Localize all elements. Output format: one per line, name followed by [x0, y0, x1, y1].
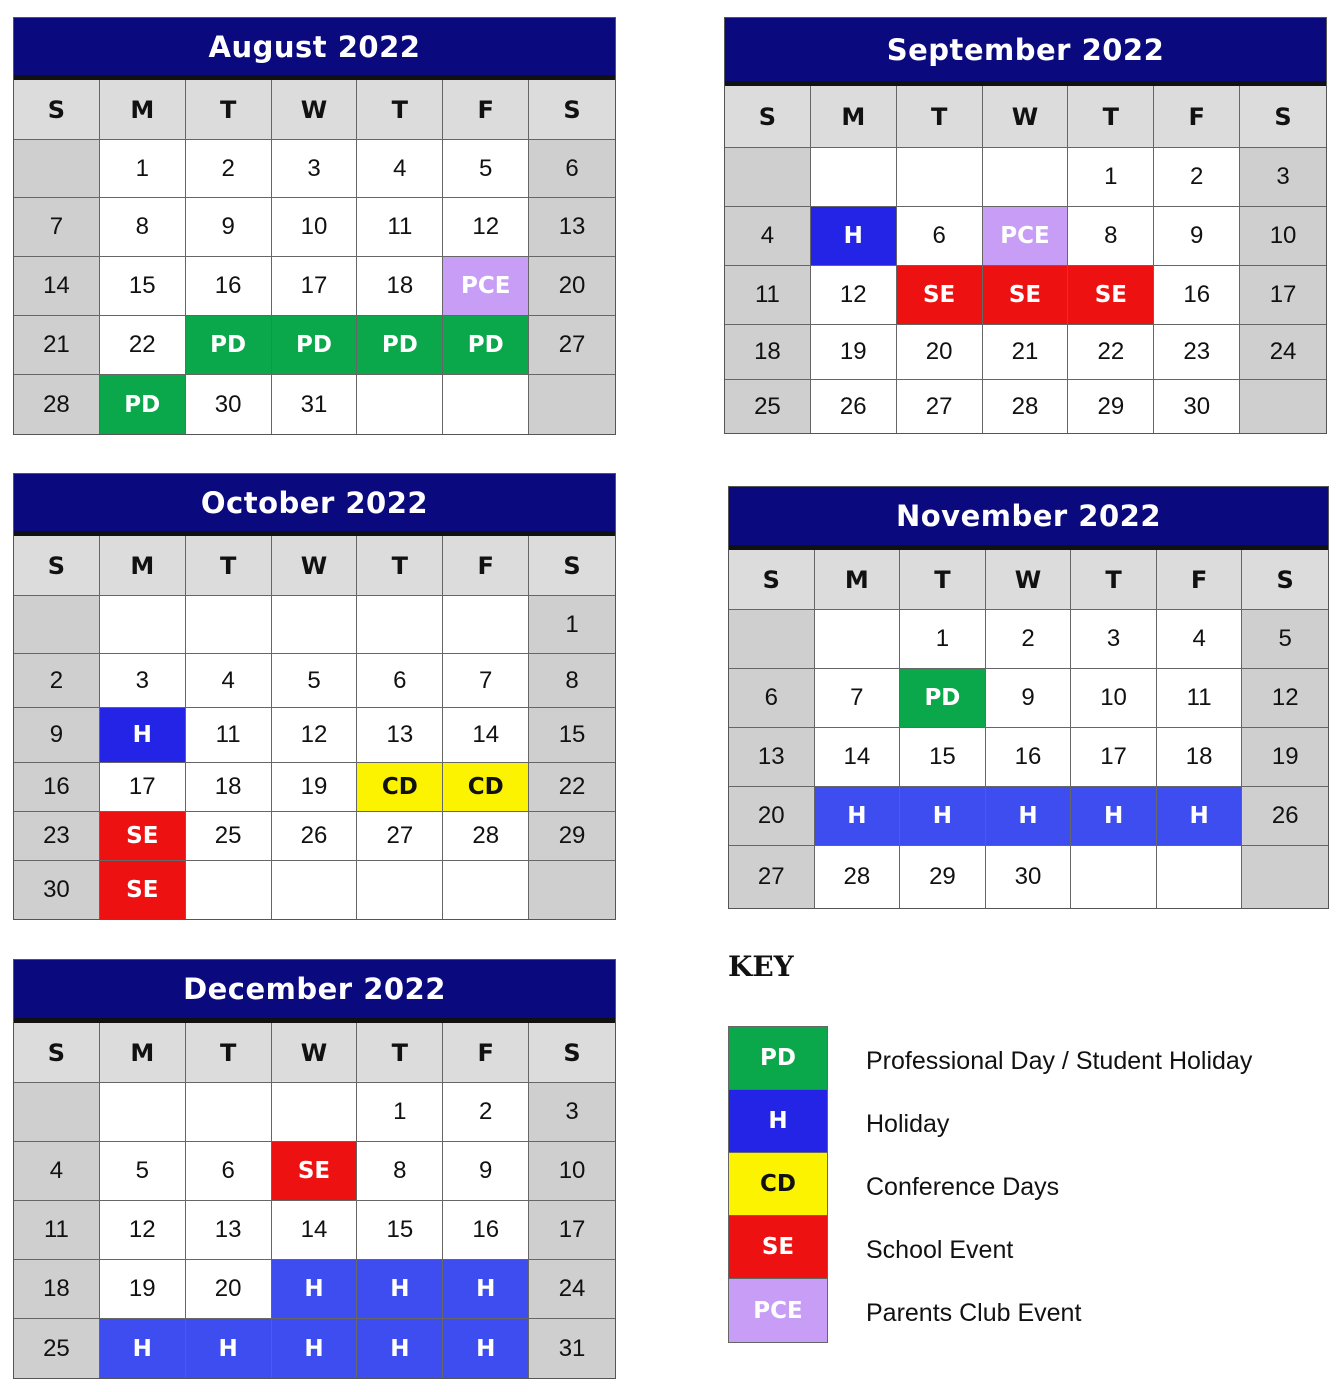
- weekday-header: F: [1157, 550, 1243, 610]
- day-cell: 29: [900, 846, 986, 908]
- weekday-header: F: [443, 80, 529, 140]
- weekday-header: S: [529, 1023, 615, 1083]
- empty-day-cell: [897, 148, 983, 207]
- weekday-header: T: [900, 550, 986, 610]
- day-cell-h: H: [100, 1319, 186, 1378]
- empty-day-cell: [14, 140, 100, 198]
- day-cell: 12: [443, 198, 529, 257]
- empty-day-cell: [100, 1083, 186, 1142]
- day-cell: 14: [815, 728, 901, 787]
- weekend-day-cell: 30: [14, 861, 100, 919]
- day-cell: 2: [443, 1083, 529, 1142]
- key-label-se: School Event: [866, 1236, 1014, 1264]
- empty-day-cell: [14, 596, 100, 654]
- weekend-day-cell: 28: [14, 375, 100, 434]
- weekday-header: S: [529, 536, 615, 596]
- day-cell: 1: [1068, 148, 1154, 207]
- day-cell: 5: [272, 654, 358, 708]
- weekday-header: T: [186, 536, 272, 596]
- weekend-day-cell: 9: [14, 708, 100, 763]
- day-cell: 5: [443, 140, 529, 198]
- day-cell: 4: [186, 654, 272, 708]
- key-label-cd: Conference Days: [866, 1173, 1060, 1201]
- weekend-day-cell: 25: [725, 380, 811, 433]
- empty-day-cell: [186, 596, 272, 654]
- day-cell-h: H: [986, 787, 1072, 846]
- weekday-header: T: [897, 86, 983, 148]
- key-swatch-cd: CD: [729, 1153, 827, 1216]
- weekend-day-cell: 19: [1242, 728, 1328, 787]
- weekday-header: S: [729, 550, 815, 610]
- empty-day-cell: [1240, 380, 1326, 433]
- day-cell: 19: [811, 325, 897, 380]
- weekend-day-cell: 11: [725, 266, 811, 325]
- weekend-day-cell: 13: [529, 198, 615, 257]
- empty-day-cell: [1157, 846, 1243, 908]
- day-cell: 1: [357, 1083, 443, 1142]
- empty-day-cell: [443, 596, 529, 654]
- weekend-day-cell: 24: [1240, 325, 1326, 380]
- day-cell: 7: [815, 669, 901, 728]
- weekend-day-cell: 13: [729, 728, 815, 787]
- day-cell: 2: [186, 140, 272, 198]
- day-cell: 16: [1154, 266, 1240, 325]
- day-cell: 15: [900, 728, 986, 787]
- day-cell: 17: [272, 257, 358, 316]
- key-label-h: Holiday: [866, 1110, 950, 1138]
- weekend-day-cell: 29: [529, 812, 615, 861]
- weekend-day-cell: 17: [1240, 266, 1326, 325]
- calendar-title: November 2022: [729, 487, 1328, 550]
- empty-day-cell: [1242, 846, 1328, 908]
- empty-day-cell: [811, 148, 897, 207]
- weekday-header: M: [100, 536, 186, 596]
- day-cell: 14: [443, 708, 529, 763]
- day-cell-se: SE: [897, 266, 983, 325]
- weekday-header: T: [186, 80, 272, 140]
- weekday-header: W: [983, 86, 1069, 148]
- weekday-header: M: [100, 80, 186, 140]
- day-cell: 9: [443, 1142, 529, 1201]
- day-cell-pce: PCE: [443, 257, 529, 316]
- day-cell-h: H: [357, 1319, 443, 1378]
- empty-day-cell: [186, 1083, 272, 1142]
- day-cell-se: SE: [272, 1142, 358, 1201]
- weekend-day-cell: 1: [529, 596, 615, 654]
- weekend-day-cell: 22: [529, 763, 615, 812]
- day-cell: 1: [100, 140, 186, 198]
- day-cell: 11: [1157, 669, 1243, 728]
- key-label-pce: Parents Club Event: [866, 1299, 1082, 1327]
- day-cell: 16: [443, 1201, 529, 1260]
- day-cell: 9: [1154, 207, 1240, 266]
- day-cell: 25: [186, 812, 272, 861]
- day-cell-h: H: [272, 1319, 358, 1378]
- day-cell-cd: CD: [443, 763, 529, 812]
- day-cell: 20: [897, 325, 983, 380]
- calendar-october: [13, 473, 616, 920]
- day-cell: 12: [272, 708, 358, 763]
- weekday-header: M: [100, 1023, 186, 1083]
- weekend-day-cell: 27: [529, 316, 615, 375]
- day-cell: 23: [1154, 325, 1240, 380]
- day-cell: 12: [100, 1201, 186, 1260]
- empty-day-cell: [815, 610, 901, 669]
- day-cell: 11: [186, 708, 272, 763]
- weekend-day-cell: 20: [529, 257, 615, 316]
- day-cell-h: H: [186, 1319, 272, 1378]
- day-cell: 20: [186, 1260, 272, 1319]
- day-cell: 16: [986, 728, 1072, 787]
- key-swatch-h: H: [729, 1090, 827, 1153]
- empty-day-cell: [357, 596, 443, 654]
- weekday-header: W: [272, 536, 358, 596]
- weekday-header: M: [811, 86, 897, 148]
- day-cell: 2: [1154, 148, 1240, 207]
- day-cell-pd: PD: [100, 375, 186, 434]
- key-label-pd: Professional Day / Student Holiday: [866, 1047, 1253, 1075]
- empty-day-cell: [443, 861, 529, 919]
- empty-day-cell: [729, 610, 815, 669]
- weekday-header: S: [725, 86, 811, 148]
- day-cell: 7: [443, 654, 529, 708]
- weekday-header: W: [986, 550, 1072, 610]
- day-cell-cd: CD: [357, 763, 443, 812]
- weekend-day-cell: 4: [14, 1142, 100, 1201]
- day-cell: 19: [100, 1260, 186, 1319]
- weekday-header: W: [272, 1023, 358, 1083]
- weekend-day-cell: 25: [14, 1319, 100, 1378]
- day-cell: 15: [100, 257, 186, 316]
- day-cell-h: H: [811, 207, 897, 266]
- day-cell: 18: [1157, 728, 1243, 787]
- empty-day-cell: [272, 861, 358, 919]
- day-cell-pce: PCE: [983, 207, 1069, 266]
- day-cell: 26: [811, 380, 897, 433]
- weekday-header: M: [815, 550, 901, 610]
- empty-day-cell: [983, 148, 1069, 207]
- day-cell-h: H: [272, 1260, 358, 1319]
- weekend-day-cell: 6: [529, 140, 615, 198]
- calendar-title: December 2022: [14, 960, 615, 1023]
- day-cell: 4: [1157, 610, 1243, 669]
- day-cell-h: H: [443, 1260, 529, 1319]
- weekend-day-cell: 21: [14, 316, 100, 375]
- weekday-header: S: [14, 1023, 100, 1083]
- key-swatch-pd: PD: [729, 1027, 827, 1090]
- day-cell: 3: [1071, 610, 1157, 669]
- weekend-day-cell: 16: [14, 763, 100, 812]
- calendar-november: [728, 486, 1329, 909]
- calendar-december: [13, 959, 616, 1379]
- day-cell: 29: [1068, 380, 1154, 433]
- day-cell-se: SE: [983, 266, 1069, 325]
- calendar-title: September 2022: [725, 18, 1326, 86]
- weekend-day-cell: 24: [529, 1260, 615, 1319]
- day-cell: 18: [357, 257, 443, 316]
- day-cell-se: SE: [100, 861, 186, 919]
- day-cell: 14: [272, 1201, 358, 1260]
- day-cell: 1: [900, 610, 986, 669]
- day-cell-h: H: [443, 1319, 529, 1378]
- day-cell: 17: [100, 763, 186, 812]
- day-cell: 8: [357, 1142, 443, 1201]
- weekend-day-cell: 31: [529, 1319, 615, 1378]
- calendar-title: October 2022: [14, 474, 615, 536]
- weekend-day-cell: 12: [1242, 669, 1328, 728]
- day-cell: 9: [186, 198, 272, 257]
- day-cell: 22: [100, 316, 186, 375]
- weekend-day-cell: 3: [1240, 148, 1326, 207]
- calendar-title: August 2022: [14, 18, 615, 80]
- day-cell: 30: [1154, 380, 1240, 433]
- day-cell: 8: [1068, 207, 1154, 266]
- weekend-day-cell: 4: [725, 207, 811, 266]
- day-cell: 27: [357, 812, 443, 861]
- day-cell: 15: [357, 1201, 443, 1260]
- day-cell: 9: [986, 669, 1072, 728]
- weekday-header: T: [357, 1023, 443, 1083]
- day-cell: 28: [443, 812, 529, 861]
- day-cell: 10: [272, 198, 358, 257]
- empty-day-cell: [357, 861, 443, 919]
- weekday-header: S: [1242, 550, 1328, 610]
- empty-day-cell: [14, 1083, 100, 1142]
- day-cell: 5: [100, 1142, 186, 1201]
- key-swatch-pce: PCE: [729, 1279, 827, 1342]
- day-cell: 17: [1071, 728, 1157, 787]
- day-cell: 6: [357, 654, 443, 708]
- weekday-header: T: [357, 536, 443, 596]
- day-cell: 6: [186, 1142, 272, 1201]
- day-cell: 3: [100, 654, 186, 708]
- calendar-september: [724, 17, 1327, 434]
- weekend-day-cell: 2: [14, 654, 100, 708]
- weekend-day-cell: 10: [529, 1142, 615, 1201]
- weekday-header: S: [529, 80, 615, 140]
- day-cell: 10: [1071, 669, 1157, 728]
- weekday-header: T: [1068, 86, 1154, 148]
- empty-day-cell: [725, 148, 811, 207]
- weekday-header: F: [443, 1023, 529, 1083]
- day-cell: 18: [186, 763, 272, 812]
- day-cell-h: H: [815, 787, 901, 846]
- weekend-day-cell: 15: [529, 708, 615, 763]
- calendar-august: [13, 17, 616, 435]
- day-cell-pd: PD: [443, 316, 529, 375]
- day-cell-h: H: [1157, 787, 1243, 846]
- day-cell-h: H: [100, 708, 186, 763]
- weekend-day-cell: 7: [14, 198, 100, 257]
- empty-day-cell: [1071, 846, 1157, 908]
- day-cell: 8: [100, 198, 186, 257]
- day-cell: 26: [272, 812, 358, 861]
- empty-day-cell: [443, 375, 529, 434]
- weekend-day-cell: 17: [529, 1201, 615, 1260]
- key-swatch-se: SE: [729, 1216, 827, 1279]
- weekday-header: T: [357, 80, 443, 140]
- day-cell-h: H: [1071, 787, 1157, 846]
- day-cell: 27: [897, 380, 983, 433]
- empty-day-cell: [529, 861, 615, 919]
- weekday-header: F: [1154, 86, 1240, 148]
- weekend-day-cell: 18: [14, 1260, 100, 1319]
- empty-day-cell: [100, 596, 186, 654]
- weekend-day-cell: 26: [1242, 787, 1328, 846]
- weekday-header: S: [14, 536, 100, 596]
- day-cell: 22: [1068, 325, 1154, 380]
- day-cell-h: H: [357, 1260, 443, 1319]
- empty-day-cell: [272, 596, 358, 654]
- weekday-header: F: [443, 536, 529, 596]
- empty-day-cell: [357, 375, 443, 434]
- day-cell: 28: [815, 846, 901, 908]
- day-cell: 30: [186, 375, 272, 434]
- key-swatches: [728, 1026, 828, 1343]
- weekday-header: W: [272, 80, 358, 140]
- weekend-day-cell: 14: [14, 257, 100, 316]
- day-cell: 4: [357, 140, 443, 198]
- weekday-header: S: [1240, 86, 1326, 148]
- day-cell-h: H: [900, 787, 986, 846]
- weekend-day-cell: 10: [1240, 207, 1326, 266]
- day-cell: 16: [186, 257, 272, 316]
- day-cell: 13: [186, 1201, 272, 1260]
- empty-day-cell: [529, 375, 615, 434]
- day-cell: 21: [983, 325, 1069, 380]
- empty-day-cell: [186, 861, 272, 919]
- day-cell: 19: [272, 763, 358, 812]
- weekend-day-cell: 20: [729, 787, 815, 846]
- weekend-day-cell: 18: [725, 325, 811, 380]
- weekday-header: T: [1071, 550, 1157, 610]
- weekend-day-cell: 23: [14, 812, 100, 861]
- day-cell-pd: PD: [357, 316, 443, 375]
- day-cell-pd: PD: [900, 669, 986, 728]
- day-cell: 11: [357, 198, 443, 257]
- day-cell: 31: [272, 375, 358, 434]
- day-cell-se: SE: [1068, 266, 1154, 325]
- day-cell: 28: [983, 380, 1069, 433]
- day-cell: 2: [986, 610, 1072, 669]
- day-cell: 30: [986, 846, 1072, 908]
- weekday-header: S: [14, 80, 100, 140]
- weekend-day-cell: 6: [729, 669, 815, 728]
- day-cell-se: SE: [100, 812, 186, 861]
- day-cell: 12: [811, 266, 897, 325]
- day-cell: 6: [897, 207, 983, 266]
- day-cell: 3: [272, 140, 358, 198]
- weekday-header: T: [186, 1023, 272, 1083]
- weekend-day-cell: 5: [1242, 610, 1328, 669]
- weekend-day-cell: 11: [14, 1201, 100, 1260]
- weekend-day-cell: 3: [529, 1083, 615, 1142]
- key-title: KEY: [728, 950, 794, 983]
- day-cell-pd: PD: [186, 316, 272, 375]
- weekend-day-cell: 27: [729, 846, 815, 908]
- day-cell-pd: PD: [272, 316, 358, 375]
- day-cell: 13: [357, 708, 443, 763]
- weekend-day-cell: 8: [529, 654, 615, 708]
- empty-day-cell: [272, 1083, 358, 1142]
